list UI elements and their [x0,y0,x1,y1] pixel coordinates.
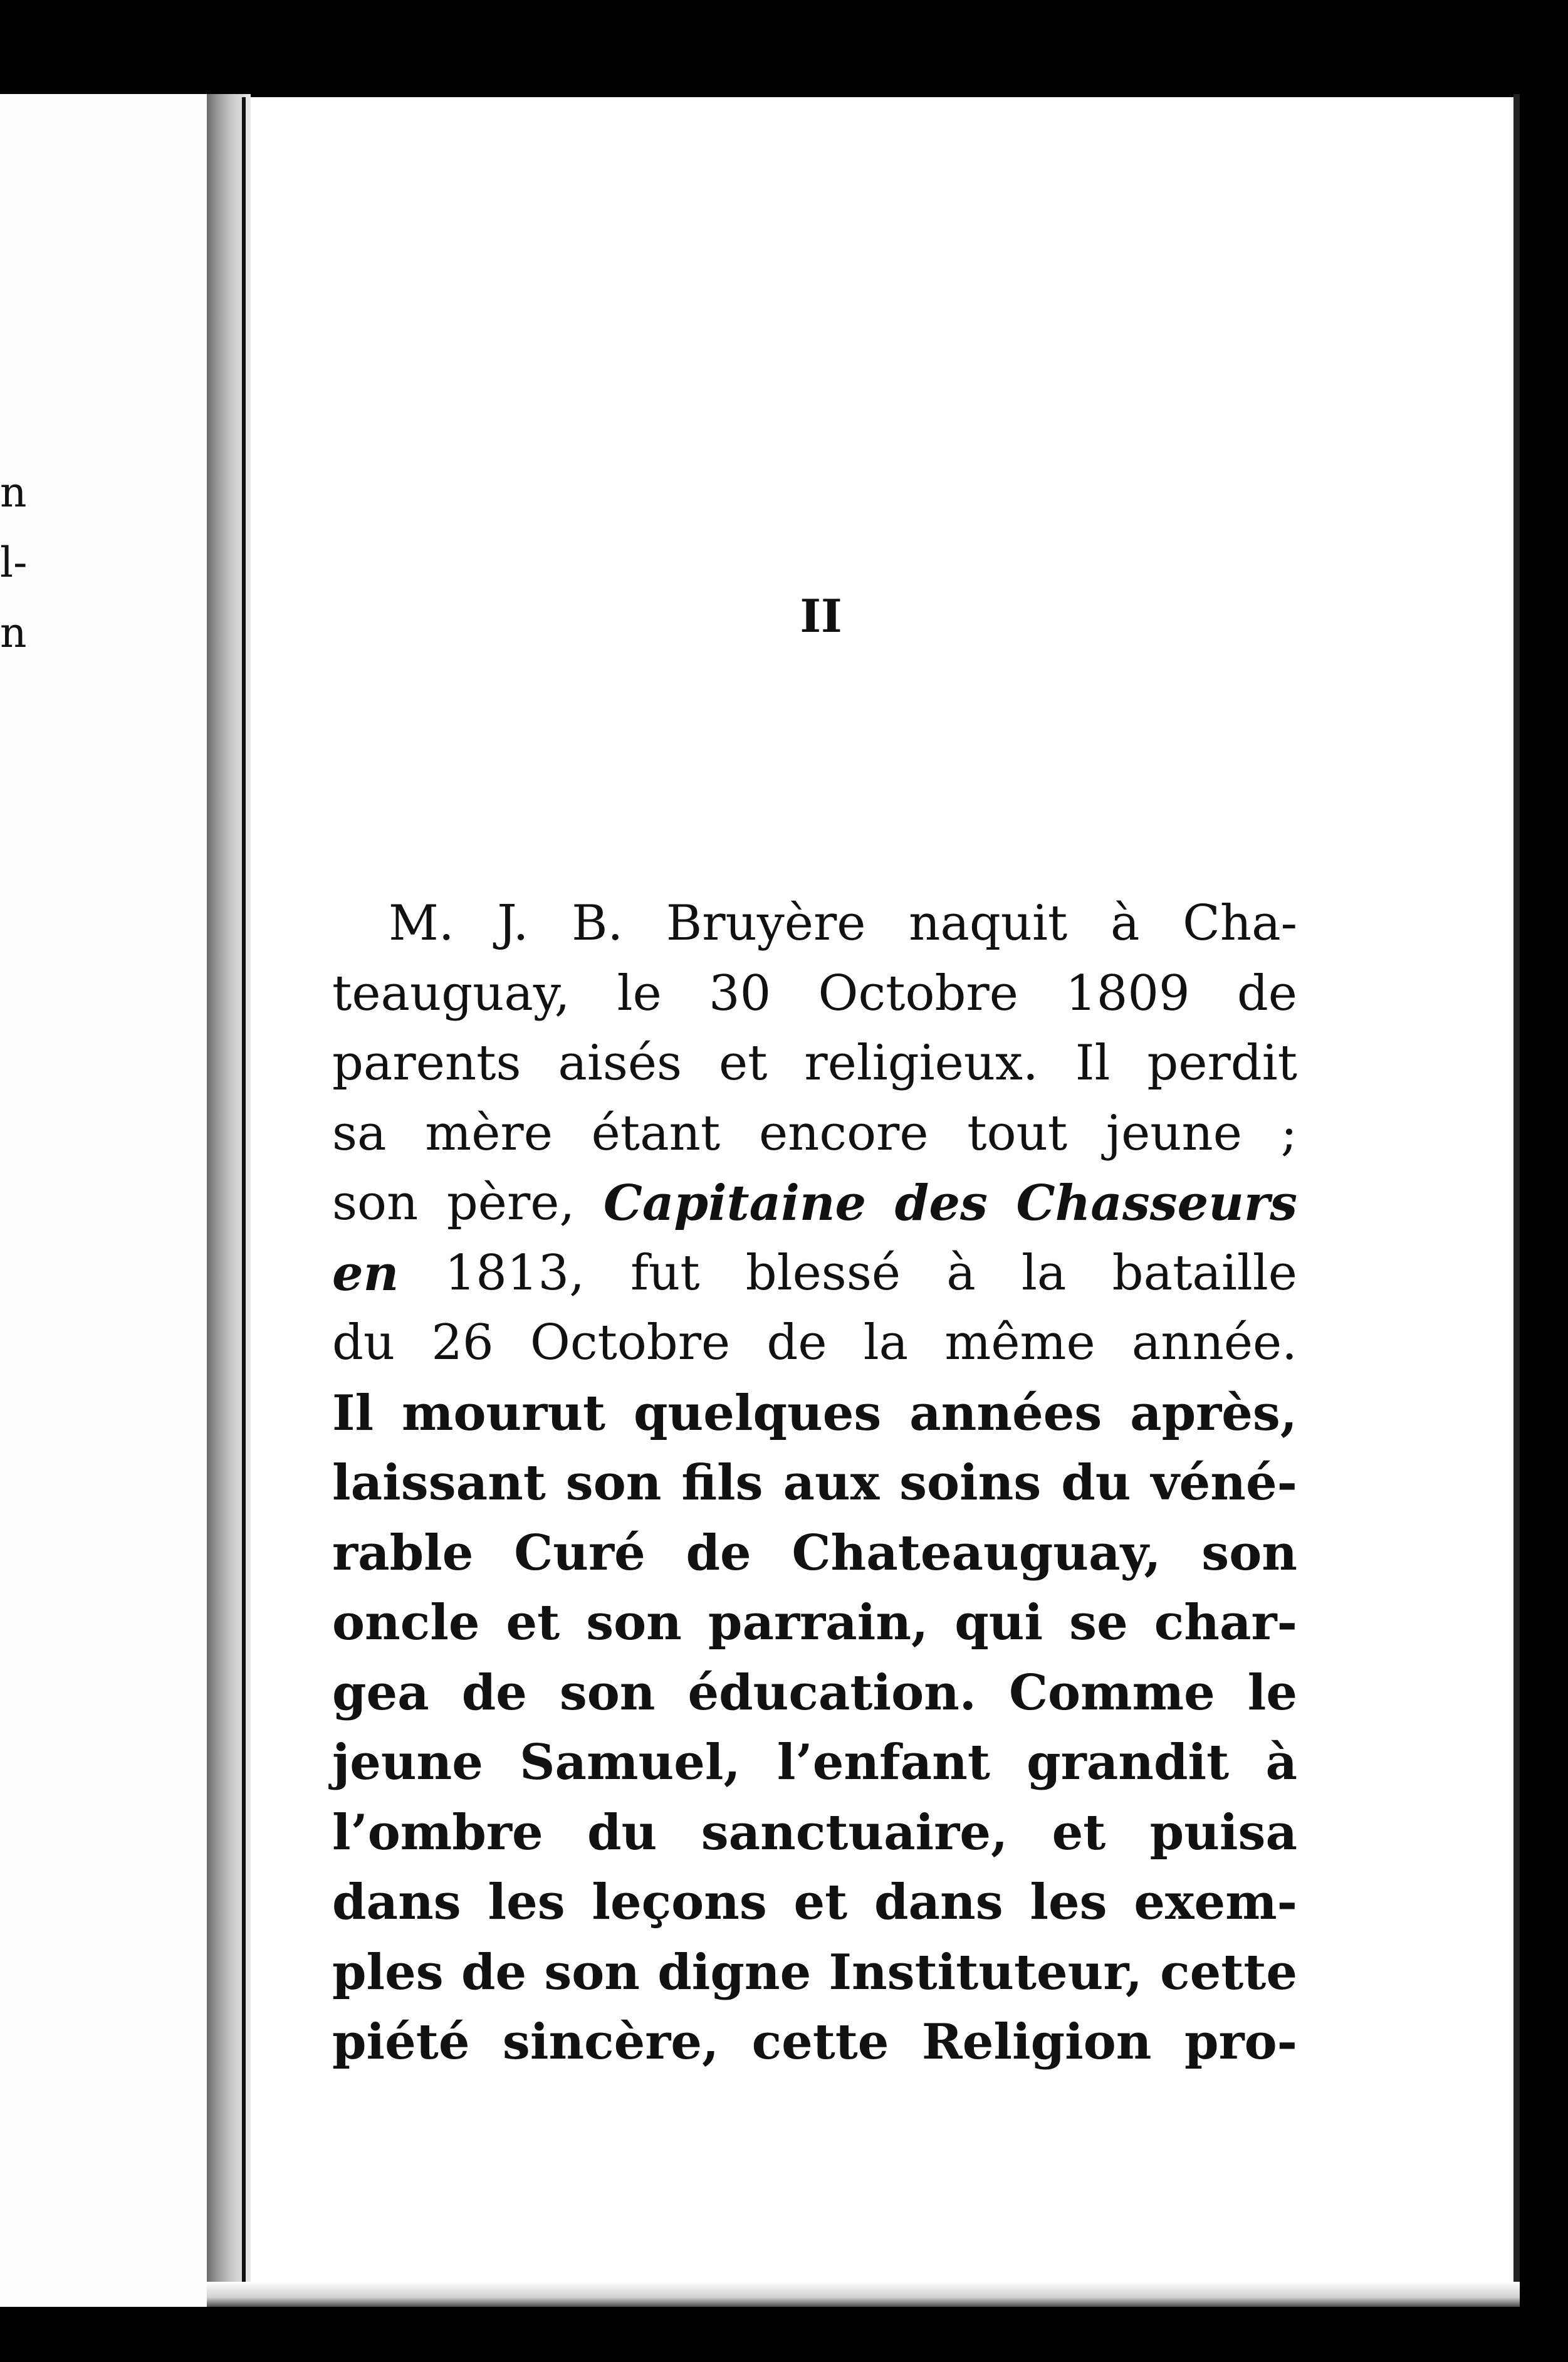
word: 1809 [1065,965,1190,1022]
word: pro- [1184,2013,1297,2071]
text-line [332,959,1297,1029]
word: Religion [921,2013,1152,2071]
word: fut [630,1244,700,1301]
word: la [863,1315,909,1371]
word: sincère, [502,2013,719,2071]
word: son [1201,1524,1297,1582]
word: de [686,1524,751,1582]
word: tout [967,1105,1068,1162]
word: bataille [1112,1244,1297,1301]
word: J. [497,895,529,952]
word: religieux. [804,1035,1038,1091]
word: jeune [1105,1105,1242,1162]
text-line [332,1308,1297,1378]
word: aux [783,1454,880,1511]
word: du [587,1803,657,1861]
word: véné- [1151,1454,1297,1511]
text-line [332,889,1297,959]
previous-page-edge [0,94,207,2307]
text-line [332,1798,1297,1868]
word: Instituteur, [828,1943,1142,2001]
word: dans [874,1874,1003,1931]
word: digne [657,1943,812,2001]
word: cette [751,2013,889,2071]
word: dans [332,1874,461,1931]
word: qui [954,1594,1043,1651]
word: à [1110,895,1140,952]
word: Capitaine [603,1175,867,1232]
page-bottom-shadow [207,2282,1520,2308]
word: son [559,1664,656,1721]
word: année. [1131,1315,1297,1371]
word: Cha- [1183,895,1297,952]
word: son [586,1594,682,1651]
word: la [1021,1244,1067,1301]
paragraph-body [332,889,1297,2077]
word: du [332,1315,395,1371]
word: sa [332,1105,387,1162]
word: grandit [1027,1734,1230,1791]
word: quelques [633,1384,882,1442]
word: puisa [1149,1803,1297,1861]
text-line [332,2007,1297,2077]
word: rable [332,1524,474,1582]
page-right-edge [1513,94,1520,2307]
text-line [332,1029,1297,1099]
word: de [1236,965,1297,1022]
word: à [1265,1734,1297,1791]
text-line [332,1168,1297,1239]
word: ples [332,1943,444,2001]
word: à [946,1244,976,1301]
word: en [332,1244,399,1302]
word: parrain, [708,1594,929,1651]
word: soins [899,1454,1042,1511]
text-line [332,1867,1297,1938]
word: fils [681,1454,763,1511]
word: même [944,1315,1095,1371]
word: père, [446,1175,575,1231]
word: Il [1075,1035,1111,1091]
word: teauguay, [332,965,570,1022]
word: Il [332,1384,374,1442]
word: B. [572,895,624,952]
word: piété [332,2013,470,2071]
word: et [506,1594,560,1651]
word: Octobre [818,965,1018,1022]
word: naquit [909,895,1068,952]
word: de [461,1943,527,2001]
scan-bottom-border [0,2307,1568,2362]
word: du [1061,1454,1131,1511]
word: mère [425,1105,553,1162]
word: parents [332,1035,521,1091]
word: son [332,1175,419,1231]
text-line [332,1239,1297,1309]
word: blessé [745,1244,901,1301]
word: l’enfant [776,1734,990,1791]
word: son [565,1454,662,1511]
text-line [332,1588,1297,1658]
word: aisés [558,1035,682,1091]
word: sanctuaire, [701,1803,1008,1861]
word: se [1069,1594,1128,1651]
word: années [909,1384,1102,1442]
word: gea [332,1664,429,1721]
text-line [332,1658,1297,1728]
word: Samuel, [520,1734,741,1791]
previous-page-text-fragments [0,458,38,668]
word: de [461,1664,527,1721]
word: M. [389,895,454,952]
word: étant [591,1105,721,1162]
scan-right-border [1530,0,1568,2362]
word: Comme [1008,1664,1215,1721]
text-line [332,1378,1297,1449]
scan-top-border [0,0,1568,100]
word: et [718,1035,768,1091]
word: char- [1154,1594,1297,1651]
word: leçons [592,1874,767,1931]
word: cette [1160,1943,1297,2001]
word: Curé [514,1524,645,1582]
word: encore [759,1105,929,1162]
word: les [488,1874,565,1931]
word: le [1247,1664,1297,1721]
word: mourut [401,1384,606,1442]
text-line [332,1518,1297,1588]
word: exem- [1134,1874,1297,1931]
word: Chasseurs [1016,1175,1297,1232]
word: les [1030,1874,1107,1931]
word: perdit [1147,1035,1297,1091]
fragment: n [0,468,27,517]
word: Bruyère [666,895,866,952]
word: après, [1130,1384,1297,1442]
chapter-number: II [800,589,842,643]
word: 26 [431,1315,494,1371]
word: de [766,1315,827,1371]
word: Chateauguay, [792,1524,1161,1582]
word: et [1052,1803,1106,1861]
word: oncle [332,1594,480,1651]
word: laissant [332,1454,546,1511]
word: Octobre [530,1315,731,1371]
fragment: n [0,609,27,657]
word: des [894,1175,988,1232]
fragment: l- [0,538,28,587]
word: ; [1280,1105,1297,1162]
text-line [332,1728,1297,1798]
text-line [332,1448,1297,1518]
gutter-shadow-line [242,97,246,2304]
word: l’ombre [332,1803,543,1861]
word: et [793,1874,848,1931]
word: le [617,965,662,1022]
text-line [332,1938,1297,2008]
word: jeune [332,1734,483,1791]
word: 30 [709,965,771,1022]
text-line [332,1099,1297,1169]
word: éducation. [687,1664,976,1721]
word: son [544,1943,640,2001]
word: 1813, [444,1244,585,1301]
